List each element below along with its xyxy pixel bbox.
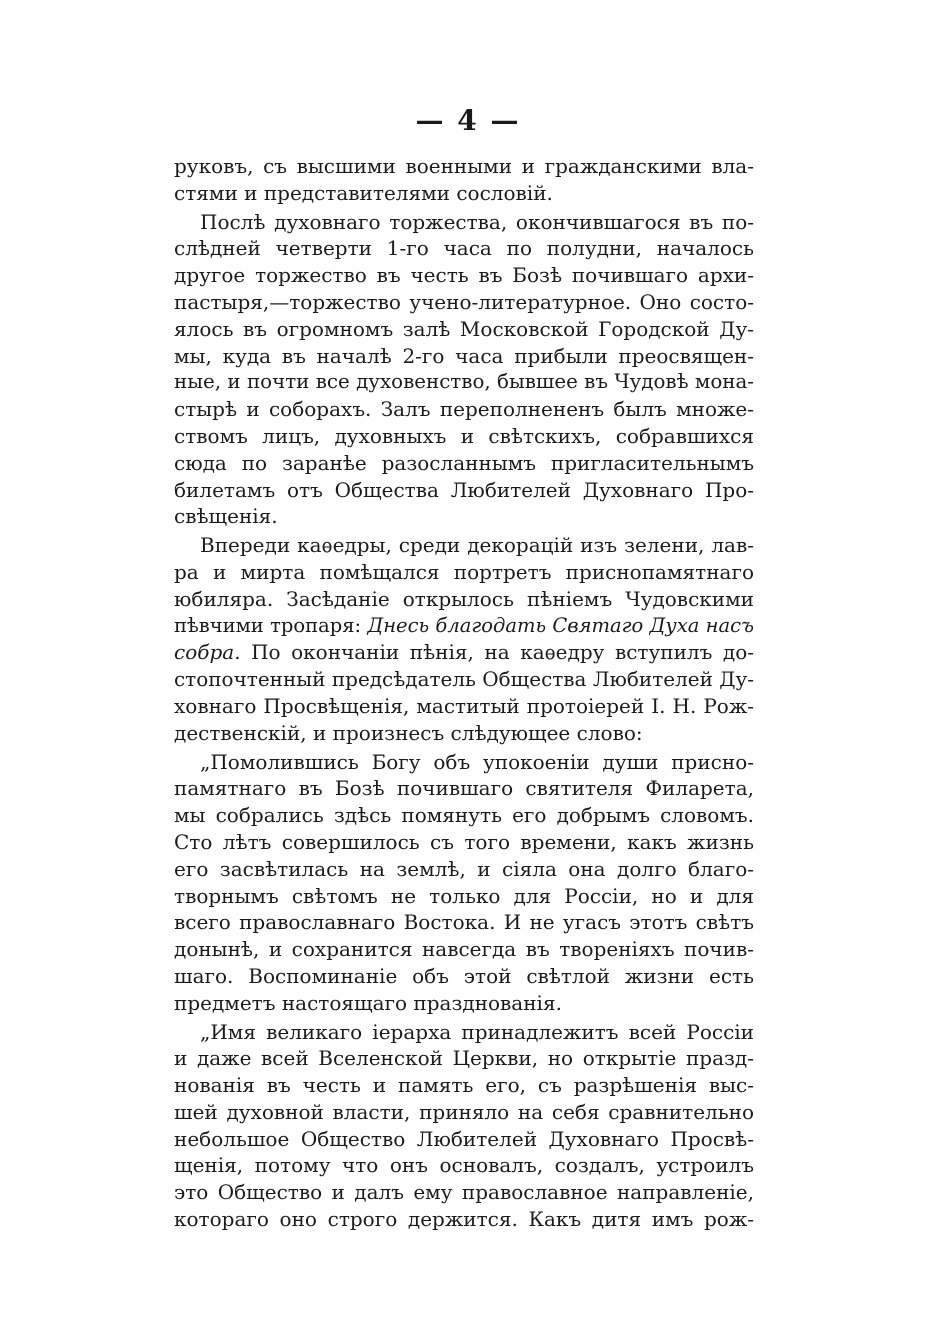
text-line-mixed <box>174 639 754 666</box>
text-line: нованія въ честь и память его, съ разрѣшенія выс- <box>174 1073 754 1098</box>
paragraph-session <box>174 532 754 746</box>
text-line: юбиляра. Засѣданіе открылось пѣніемъ Чудовскими <box>174 586 754 611</box>
text-line-mixed <box>174 613 754 640</box>
text-line: сюда по заранѣе разосланнымъ пригласительнымъ <box>174 450 754 475</box>
text-line: стями и представителями сословій. <box>174 180 553 205</box>
text-run: . По окончаніи пѣнія, на каѳедру вступилъ до- <box>234 640 754 665</box>
paragraph-continuation <box>174 153 754 207</box>
body-text <box>174 153 754 1233</box>
text-line: ные, и почти все духовенство, бывшее въ Чудовѣ мона- <box>174 370 754 394</box>
text-line: Сто лѣтъ совершилось съ того времени, какъ жизнь <box>174 829 754 854</box>
text-line: билетамъ отъ Общества Любителей Духовнаго Про- <box>174 477 754 502</box>
text-line: Послѣ духовнаго торжества, окончившагося въ по- <box>200 209 754 234</box>
text-line: другое торжество въ честь въ Бозѣ почившаго архи- <box>174 263 754 288</box>
troparion-quote: собра <box>174 640 235 665</box>
text-line: мы собрались здѣсь помянуть его добрымъ словомъ. <box>174 803 754 828</box>
text-line: ховнаго Просвѣщенія, маститый протоіерей І. Н. Рож- <box>174 693 754 718</box>
text-line: памятнаго въ Бозѣ почившаго святителя Филарета, <box>174 776 754 801</box>
text-line: стопочтенный предсѣдатель Общества Любителей Ду- <box>174 667 754 692</box>
text-line: мы, куда въ началѣ 2-го часа прибыли преосвящен- <box>174 343 754 368</box>
text-line: „Имя великаго іерарха принадлежитъ всей Россіи <box>200 1019 754 1044</box>
text-line: щенія, потому что онъ основалъ, создалъ, устроилъ <box>174 1153 754 1178</box>
text-line: ра и мирта помѣщался портретъ приснопамятнаго <box>174 559 754 584</box>
text-line: небольшое Общество Любителей Духовнаго Просвѣ- <box>174 1126 754 1151</box>
text-line: свѣщенія. <box>174 504 278 529</box>
text-line: предметъ настоящаго празднованія. <box>174 990 562 1015</box>
paragraph-speech-1 <box>174 749 754 1017</box>
paragraph-speech-2 <box>174 1019 754 1233</box>
text-line: ствомъ лицъ, духовныхъ и свѣтскихъ, собравшихся <box>174 423 754 448</box>
text-line: „Помолившись Богу объ упокоеніи души присно- <box>200 749 754 774</box>
text-run: пѣвчими тропаря: <box>174 613 368 637</box>
paragraph-celebration <box>174 209 754 531</box>
page-number: — 4 — <box>415 104 521 137</box>
text-line: донынѣ, и сохранится навсегда въ твореніяхъ почив- <box>174 937 754 962</box>
text-line: стырѣ и соборахъ. Залъ переполнененъ былъ множе- <box>174 397 754 422</box>
text-line: руковъ, съ высшими военными и гражданскими вла- <box>174 154 754 178</box>
text-line: шей духовной власти, приняло на себя сравнительно <box>174 1099 754 1124</box>
text-line: котораго оно строго держится. Какъ дитя имъ рож- <box>174 1207 754 1232</box>
text-line: дественскій, и произнесъ слѣдующее слово: <box>174 720 643 745</box>
text-line: его засвѣтилась на землѣ, и сіяла она долго благо- <box>174 856 754 881</box>
text-line: пастыря,—торжество учено-литературное. Оно состо- <box>174 289 754 314</box>
text-line: слѣдней четверти 1-го часа по полудни, началось <box>174 236 754 261</box>
text-line: ялось въ огромномъ залѣ Московской Городской Ду- <box>174 316 754 341</box>
text-line: творнымъ свѣтомъ не только для Россіи, но и для <box>174 883 754 908</box>
troparion-quote: Днесь благодать Святаго Духа насъ <box>367 613 754 637</box>
text-line: Впереди каѳедры, среди декорацій изъ зелени, лав- <box>200 533 754 558</box>
text-line: и даже всей Вселенской Церкви, но открытіе празд- <box>174 1046 754 1071</box>
text-line: это Общество и далъ ему православное направленіе, <box>174 1180 754 1205</box>
text-line: всего православнаго Востока. И не угасъ этотъ свѣтъ <box>174 910 754 935</box>
text-line: шаго. Воспоминаніе объ этой свѣтлой жизни есть <box>174 963 754 988</box>
